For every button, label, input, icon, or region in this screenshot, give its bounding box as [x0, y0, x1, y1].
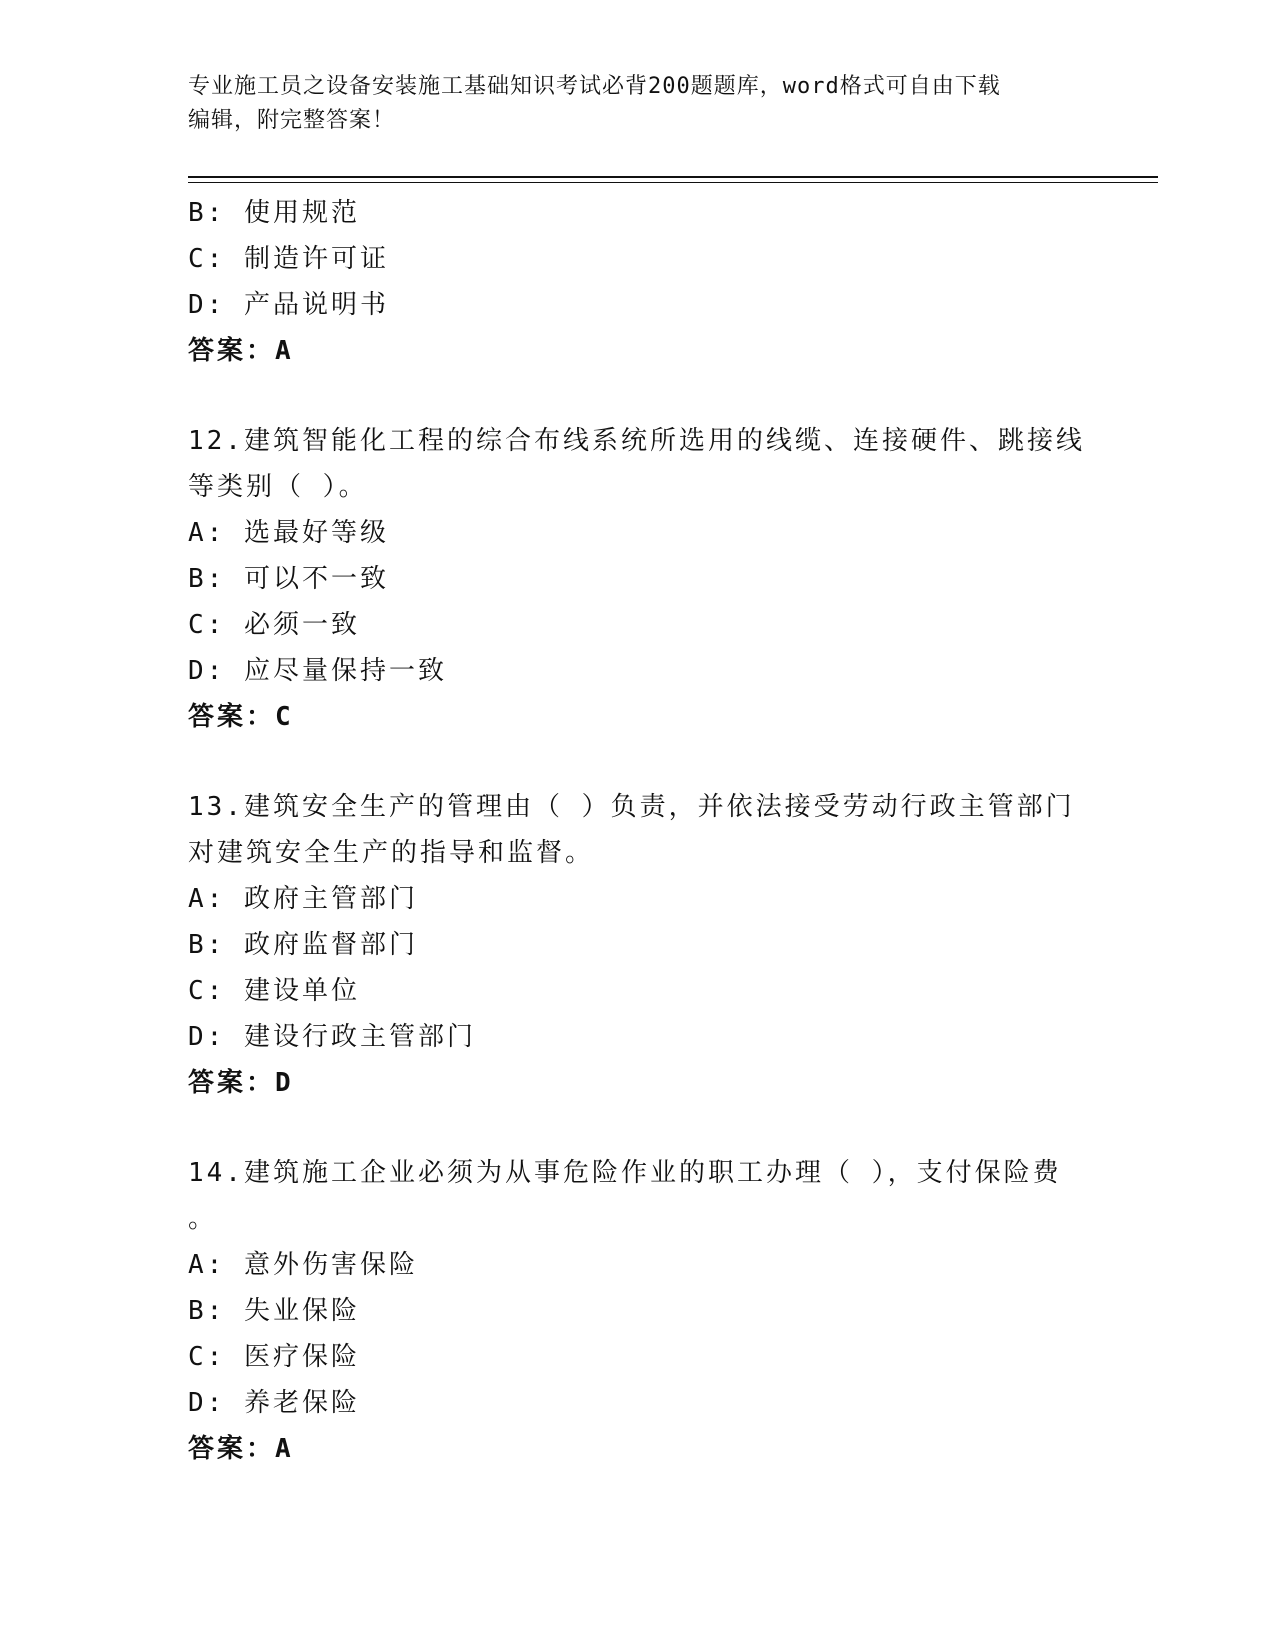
question-text-line-1: 13.建筑安全生产的管理由（ ）负责，并依法接受劳动行政主管部门: [188, 792, 1075, 822]
option-c: C: 建设单位: [188, 976, 360, 1006]
document-content: [188, 190, 1085, 1472]
option-a: A: 选最好等级: [188, 518, 389, 548]
spacer: [188, 1106, 1078, 1150]
question-14: [188, 1150, 1078, 1472]
option-b: B: 政府监督部门: [188, 930, 418, 960]
header-divider-thin: [188, 182, 1158, 183]
option-c: C: 必须一致: [188, 610, 360, 640]
option-b: B: 失业保险: [188, 1296, 360, 1326]
partial-question-11: [188, 190, 1078, 374]
answer-line: 答案：D: [188, 1068, 294, 1098]
option-b: B: 可以不一致: [188, 564, 389, 594]
option-b: B: 使用规范: [188, 198, 360, 228]
answer-line: 答案：C: [188, 702, 294, 732]
option-d: D: 建设行政主管部门: [188, 1022, 476, 1052]
option-a: A: 意外伤害保险: [188, 1250, 418, 1280]
option-d: D: 产品说明书: [188, 290, 389, 320]
header-line-1: 专业施工员之设备安装施工基础知识考试必背200题题库，word格式可自由下载: [188, 74, 1001, 99]
document-header: [188, 70, 1078, 138]
spacer: [188, 740, 1078, 784]
option-c: C: 医疗保险: [188, 1342, 360, 1372]
question-text-line-2: 。: [188, 1204, 218, 1234]
question-text-line-2: 对建筑安全生产的指导和监督。: [188, 838, 595, 868]
option-c: C: 制造许可证: [188, 244, 389, 274]
header-line-2: 编辑，附完整答案！: [188, 108, 396, 133]
question-text-line-2: 等类别（ ）。: [188, 472, 368, 502]
question-text-line-1: 14.建筑施工企业必须为从事危险作业的职工办理（ ），支付保险费: [188, 1158, 1062, 1188]
question-13: [188, 784, 1078, 1106]
question-text-line-1: 12.建筑智能化工程的综合布线系统所选用的线缆、连接硬件、跳接线: [188, 426, 1085, 456]
option-a: A: 政府主管部门: [188, 884, 418, 914]
spacer: [188, 374, 1078, 418]
question-12: [188, 418, 1085, 740]
option-d: D: 养老保险: [188, 1388, 360, 1418]
answer-line: 答案：A: [188, 336, 294, 366]
header-divider-thick: [188, 176, 1158, 178]
option-d: D: 应尽量保持一致: [188, 656, 447, 686]
answer-line: 答案：A: [188, 1434, 294, 1464]
